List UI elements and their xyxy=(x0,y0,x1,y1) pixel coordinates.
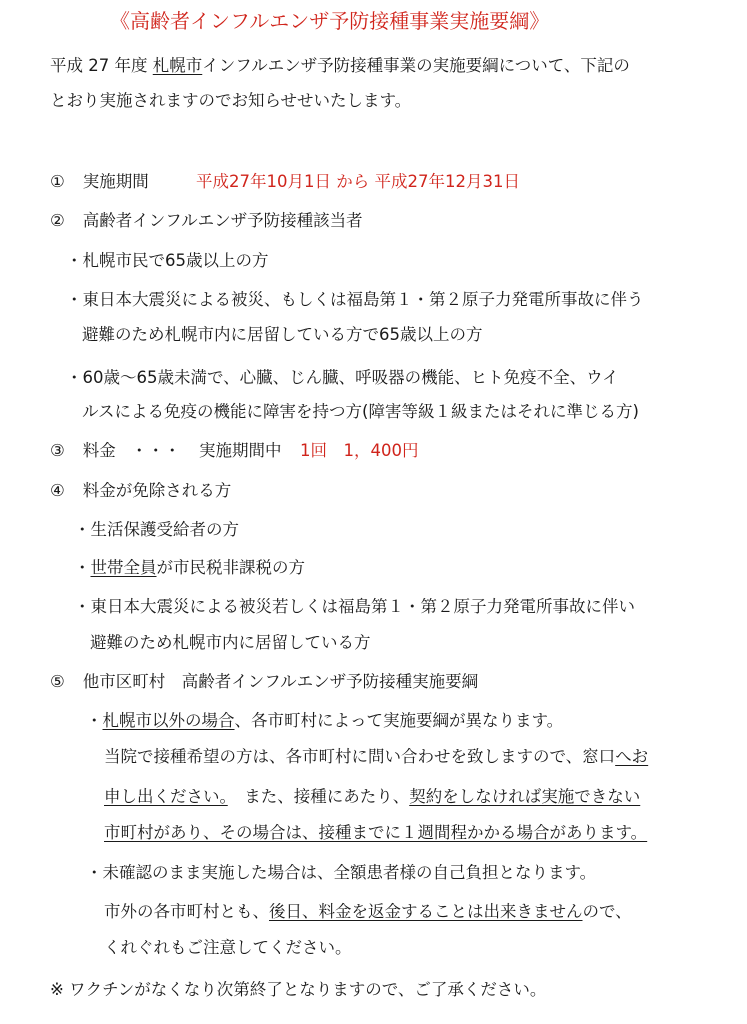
section-5-number: ⑤ xyxy=(50,672,65,691)
section-4-bullet-2-rest: が市民税非課税の方 xyxy=(156,558,305,577)
section-5-p6-rest: ので、 xyxy=(582,902,632,921)
section-3-heading xyxy=(50,441,116,461)
section-4-bullet-3-line-1: ・東日本大震災による被災若しくは福島第１・第２原子力発電所事故に伴い xyxy=(74,597,635,616)
section-5-label: 他市区町村 高齢者インフルエンザ予防接種実施要綱 xyxy=(82,672,479,691)
section-2-label: 高齢者インフルエンザ予防接種該当者 xyxy=(82,211,363,230)
section-4-bullet-1: ・生活保護受給者の方 xyxy=(74,520,239,539)
section-1-number: ① xyxy=(50,172,65,191)
section-5-paragraph-5: ・未確認のまま実施した場合は、全額患者様の自己負担となります。 xyxy=(86,863,597,882)
section-5-p6-text: 市外の各市町村とも、 xyxy=(104,902,269,921)
section-1-label: 実施期間 xyxy=(82,172,149,191)
section-5-paragraph-1 xyxy=(86,711,563,731)
intro-year-prefix: 平成 xyxy=(50,56,83,75)
section-5-p3-underlined-1: 申し出ください。 xyxy=(104,787,228,806)
intro-city: 札幌市 xyxy=(152,56,203,75)
section-5-p1-underlined: 札幌市以外の場合 xyxy=(102,711,235,730)
section-2-bullet-1: ・札幌市民で65歳以上の方 xyxy=(66,251,269,270)
section-5-p3-underlined-2: 契約をしなければ実施できない xyxy=(409,787,641,806)
section-2-bullet-2-line-1: ・東日本大震災による被災、もしくは福島第１・第２原子力発電所事故に伴う xyxy=(66,290,644,309)
intro-line-2: とおり実施されますのでお知らせせいたします。 xyxy=(50,91,412,110)
section-4-bullet-2-underlined: 世帯全員 xyxy=(90,558,157,577)
section-5-heading xyxy=(50,672,478,692)
section-1-period: 平成27年10月1日 から 平成27年12月31日 xyxy=(196,172,520,191)
section-3-number: ③ xyxy=(50,441,65,460)
section-4-heading xyxy=(50,481,231,501)
section-5-p2-text: 当院で接種希望の方は、各市町村に問い合わせを致しますので、窓口 xyxy=(104,747,616,766)
intro-year-num: 27 xyxy=(88,56,110,75)
section-5-p1-rest: 、各市町村によって実施要綱が異なります。 xyxy=(234,711,564,730)
intro-year-suffix: 年度 xyxy=(114,56,148,75)
intro-line-1 xyxy=(50,56,630,76)
section-4-number: ④ xyxy=(50,481,65,500)
section-2-bullet-3-line-2: ルスによる免疫の機能に障害を持つ方(障害等級１級またはそれに準じる方) xyxy=(82,402,639,421)
section-1-heading xyxy=(50,172,149,192)
section-5-paragraph-7: くれぐれもご注意してください。 xyxy=(104,938,352,957)
section-2-bullet-2-line-2: 避難のため札幌市内に居留している方で65歳以上の方 xyxy=(82,325,483,344)
section-2-number: ② xyxy=(50,211,65,230)
section-3-dots: ・・・ xyxy=(131,441,181,460)
intro-line1-rest: インフルエンザ予防接種事業の実施要綱について、下記の xyxy=(202,56,630,75)
section-5-paragraph-2 xyxy=(104,747,648,767)
section-5-p6-underlined: 後日、料金を返金することは出来きません xyxy=(269,902,583,921)
document-title: 《高齢者インフルエンザ予防接種事業実施要綱》 xyxy=(110,9,550,33)
section-5-p1-mark: ・ xyxy=(86,711,103,730)
section-4-bullet-2 xyxy=(74,558,305,578)
section-2-heading xyxy=(50,211,363,231)
section-5-p2-underlined: へお xyxy=(615,747,649,766)
section-3-during: 実施期間中 xyxy=(199,441,282,460)
section-3-label: 料金 xyxy=(82,441,116,460)
section-4-label: 料金が免除される方 xyxy=(82,481,232,500)
closing-note: ※ ワクチンがなくなり次第終了となりますので、ご了承ください。 xyxy=(50,980,547,999)
section-5-paragraph-6 xyxy=(104,902,632,922)
section-5-paragraph-3 xyxy=(104,787,640,807)
section-4-bullet-3-line-2: 避難のため札幌市内に居留している方 xyxy=(90,633,371,652)
section-2-bullet-3-line-1: ・60歳～65歳未満で、心臓、じん臓、呼吸器の機能、ヒト免疫不全、ウイ xyxy=(66,368,619,387)
section-5-paragraph-4: 市町村があり、その場合は、接種までに１週間程かかる場合があります。 xyxy=(104,823,648,842)
section-4-bullet-2-mark: ・ xyxy=(74,558,91,577)
section-3-price: 1回 1，400円 xyxy=(300,441,419,460)
section-5-p3-mid: また、接種にあたり、 xyxy=(227,787,410,806)
